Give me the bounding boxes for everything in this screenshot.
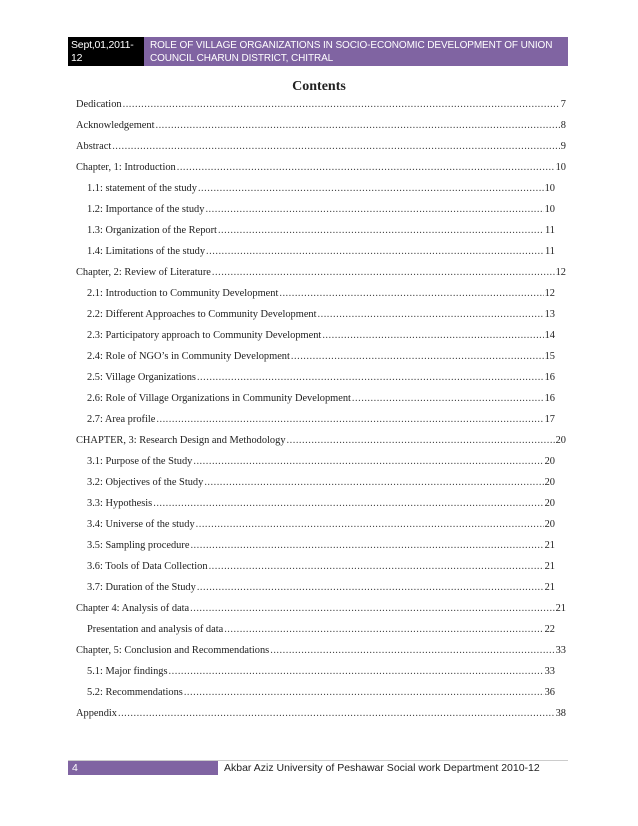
- toc-entry[interactable]: [76, 477, 566, 498]
- toc-entry[interactable]: [76, 330, 566, 351]
- toc-entry-page: 17: [544, 414, 555, 425]
- toc-entry[interactable]: [76, 561, 566, 582]
- toc-entry-page: 38: [555, 708, 566, 719]
- toc-entry-text: 3.1: Purpose of the Study: [87, 456, 193, 467]
- toc-entry-page: 11: [544, 246, 555, 257]
- toc-leader-dots: [193, 456, 543, 467]
- toc-leader-dots: [190, 603, 554, 614]
- toc-entry-page: 21: [544, 540, 555, 551]
- toc-leader-dots: [123, 99, 560, 110]
- header-title: ROLE OF VILLAGE ORGANIZATIONS IN SOCIO-ECONOMIC DEVELOPMENT OF UNION COUNCIL CHARUN DISTRICT, CHITRAL: [144, 37, 568, 66]
- toc-entry[interactable]: [76, 351, 566, 372]
- toc-entry[interactable]: [76, 708, 566, 729]
- toc-leader-dots: [291, 351, 544, 362]
- toc-entry[interactable]: [76, 120, 566, 141]
- footer-text: Akbar Aziz University of Peshawar Social work Department 2010-12: [224, 762, 540, 774]
- toc-leader-dots: [322, 330, 543, 341]
- toc-leader-dots: [155, 120, 559, 131]
- toc-entry-page: 21: [544, 561, 555, 572]
- toc-entry-text: Chapter, 5: Conclusion and Recommendations: [76, 645, 270, 656]
- toc-entry-text: Appendix: [76, 708, 117, 719]
- toc-leader-dots: [218, 225, 544, 236]
- toc-entry-text: 1.2: Importance of the study: [87, 204, 205, 215]
- toc-entry-page: 21: [555, 603, 566, 614]
- toc-entry-page: 12: [544, 288, 555, 299]
- toc-entry-text: Presentation and analysis of data: [87, 624, 224, 635]
- toc-entry-text: 2.1: Introduction to Community Development: [87, 288, 279, 299]
- toc-leader-dots: [153, 498, 543, 509]
- toc-leader-dots: [196, 519, 544, 530]
- toc-entry[interactable]: [76, 225, 566, 246]
- toc-entry-text: 5.1: Major findings: [87, 666, 168, 677]
- toc-entry-text: 3.4: Universe of the study: [87, 519, 195, 530]
- page-footer: [68, 760, 568, 775]
- toc-entry[interactable]: [76, 414, 566, 435]
- toc-entry-page: 33: [544, 666, 555, 677]
- toc-entry[interactable]: [76, 309, 566, 330]
- toc-entry-text: 1.4: Limitations of the study: [87, 246, 206, 257]
- toc-entry-page: 10: [544, 183, 555, 194]
- toc-entry[interactable]: [76, 645, 566, 666]
- toc-entry[interactable]: [76, 267, 566, 288]
- toc-entry-page: 16: [544, 372, 555, 383]
- toc-entry-text: CHAPTER, 3: Research Design and Methodology: [76, 435, 286, 446]
- toc-leader-dots: [270, 645, 554, 656]
- toc-entry-page: 20: [544, 498, 555, 509]
- toc-entry-page: 9: [560, 141, 566, 152]
- toc-entry[interactable]: [76, 435, 566, 456]
- toc-entry-page: 20: [544, 519, 555, 530]
- toc-leader-dots: [318, 309, 544, 320]
- toc-entry-page: 13: [544, 309, 555, 320]
- toc-entry-page: 36: [544, 687, 555, 698]
- toc-entry-text: 2.6: Role of Village Organizations in Community Development: [87, 393, 351, 404]
- toc-entry-text: 2.3: Participatory approach to Community Development: [87, 330, 322, 341]
- toc-entry-text: 1.3: Organization of the Report: [87, 225, 217, 236]
- toc-entry[interactable]: [76, 498, 566, 519]
- toc-leader-dots: [212, 267, 555, 278]
- toc-entry-text: 3.3: Hypothesis: [87, 498, 153, 509]
- toc-leader-dots: [205, 204, 543, 215]
- toc-entry[interactable]: [76, 141, 566, 162]
- toc-entry-page: 8: [560, 120, 566, 131]
- toc-leader-dots: [279, 288, 543, 299]
- toc-entry-page: 12: [555, 267, 566, 278]
- toc-entry-text: 3.7: Duration of the Study: [87, 582, 196, 593]
- page-header: [68, 37, 568, 66]
- toc-entry[interactable]: [76, 540, 566, 561]
- toc-entry[interactable]: [76, 582, 566, 603]
- toc-entry[interactable]: [76, 519, 566, 540]
- toc-entry[interactable]: [76, 99, 566, 120]
- toc-leader-dots: [112, 141, 560, 152]
- toc-leader-dots: [204, 477, 543, 488]
- toc-leader-dots: [352, 393, 544, 404]
- toc-entry[interactable]: [76, 372, 566, 393]
- toc-leader-dots: [198, 183, 544, 194]
- toc-entry-text: 5.2: Recommendations: [87, 687, 183, 698]
- toc-entry-text: 2.5: Village Organizations: [87, 372, 196, 383]
- toc-leader-dots: [206, 246, 544, 257]
- toc-entry[interactable]: [76, 393, 566, 414]
- toc-entry-page: 7: [560, 99, 566, 110]
- toc-entry-text: Abstract: [76, 141, 112, 152]
- toc-entry-text: Chapter, 2: Review of Literature: [76, 267, 211, 278]
- toc-leader-dots: [190, 540, 543, 551]
- toc-entry[interactable]: [76, 288, 566, 309]
- toc-entry[interactable]: [76, 456, 566, 477]
- toc-leader-dots: [118, 708, 555, 719]
- toc-entry-page: 21: [544, 582, 555, 593]
- table-of-contents: [76, 99, 566, 729]
- header-date: Sept,01,2011-12: [68, 37, 144, 66]
- toc-leader-dots: [224, 624, 543, 635]
- toc-entry[interactable]: [76, 162, 566, 183]
- toc-entry-page: 15: [544, 351, 555, 362]
- toc-entry[interactable]: [76, 687, 566, 708]
- toc-leader-dots: [209, 561, 544, 572]
- toc-entry-page: 22: [544, 624, 555, 635]
- toc-entry-text: 3.5: Sampling procedure: [87, 540, 190, 551]
- toc-entry-page: 11: [544, 225, 555, 236]
- toc-entry-text: 1.1: statement of the study: [87, 183, 197, 194]
- toc-entry[interactable]: [76, 246, 566, 267]
- toc-entry-text: Chapter 4: Analysis of data: [76, 603, 190, 614]
- toc-heading: Contents: [292, 79, 346, 94]
- toc-entry-text: Acknowledgement: [76, 120, 155, 131]
- toc-entry-page: 10: [555, 162, 566, 173]
- toc-entry-text: 3.6: Tools of Data Collection: [87, 561, 208, 572]
- toc-entry-text: Dedication: [76, 99, 122, 110]
- toc-entry-text: 2.7: Area profile: [87, 414, 156, 425]
- toc-leader-dots: [169, 666, 544, 677]
- toc-entry-page: 33: [555, 645, 566, 656]
- toc-leader-dots: [177, 162, 555, 173]
- toc-leader-dots: [156, 414, 543, 425]
- toc-entry-text: 2.2: Different Approaches to Community Development: [87, 309, 317, 320]
- toc-leader-dots: [197, 582, 544, 593]
- toc-leader-dots: [197, 372, 544, 383]
- toc-leader-dots: [184, 687, 544, 698]
- toc-entry-page: 20: [544, 456, 555, 467]
- toc-entry-page: 14: [544, 330, 555, 341]
- toc-entry-text: 3.2: Objectives of the Study: [87, 477, 204, 488]
- toc-entry[interactable]: [76, 204, 566, 225]
- toc-entry-page: 20: [555, 435, 566, 446]
- toc-leader-dots: [287, 435, 555, 446]
- toc-entry-page: 10: [544, 204, 555, 215]
- toc-entry[interactable]: [76, 603, 566, 624]
- toc-entry[interactable]: [76, 666, 566, 687]
- toc-entry[interactable]: [76, 624, 566, 645]
- toc-entry-text: 2.4: Role of NGO’s in Community Development: [87, 351, 290, 362]
- toc-entry-page: 20: [544, 477, 555, 488]
- footer-page-number: 4: [68, 761, 218, 775]
- toc-entry-text: Chapter, 1: Introduction: [76, 162, 176, 173]
- toc-entry[interactable]: [76, 183, 566, 204]
- toc-entry-page: 16: [544, 393, 555, 404]
